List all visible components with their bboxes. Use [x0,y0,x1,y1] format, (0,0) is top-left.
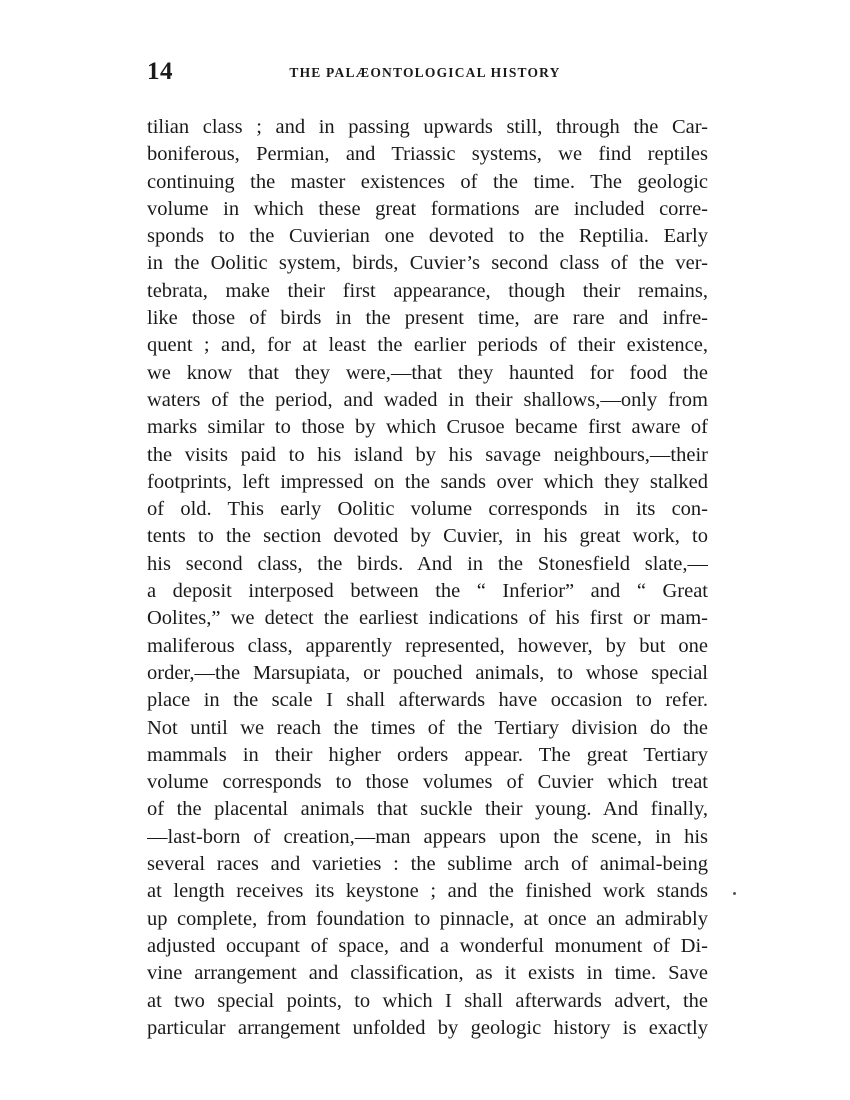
text-line: quent ; and, for at least the earlier periods of their existence, [147,334,708,357]
text-line: at two special points, to which I shall afterwards advert, the [147,989,708,1012]
text-line: place in the scale I shall afterwards have occasion to refer. [147,689,708,712]
text-line: continuing the master existences of the time. The geologic [147,170,708,193]
text-line: we know that they were,—that they haunted for food the [147,361,708,384]
text-line: a deposit interposed between the “ Inferior” and “ Great [147,580,708,603]
text-line: tents to the section devoted by Cuvier, in his great work, to [147,525,708,548]
text-line: volume corresponds to those volumes of Cuvier which treat [147,771,708,794]
text-line: Not until we reach the times of the Tertiary division do the [147,716,708,739]
text-line: of the placental animals that suckle their young. And finally, [147,798,708,821]
text-line: at length receives its keystone ; and the finished work stands [147,880,708,903]
text-line: in the Oolitic system, birds, Cuvier’s second class of the ver- [147,252,708,275]
text-line: Oolites,” we detect the earliest indications of his first or mam- [147,607,708,630]
text-line: waters of the period, and waded in their shallows,—only from [147,388,708,411]
text-line: his second class, the birds. And in the Stonesfield slate,— [147,552,708,575]
running-head: THE PALÆONTOLOGICAL HISTORY [289,65,561,80]
text-line: footprints, left impressed on the sands over which they stalked [147,470,708,493]
text-line: vine arrangement and classification, as it exists in time. Save [147,962,708,985]
text-line: —last-born of creation,—man appears upon the scene, in his [147,825,708,848]
text-line: up complete, from foundation to pinnacle, at once an admirably [147,907,708,930]
text-line: like those of birds in the present time, are rare and infre- [147,307,708,330]
text-line: mammals in their higher orders appear. The great Tertiary [147,743,708,766]
text-line: of old. This early Oolitic volume corresponds in its con- [147,498,708,521]
text-line: particular arrangement unfolded by geologic history is exactly [147,1016,708,1039]
text-line: sponds to the Cuvierian one devoted to the Reptilia. Early [147,225,708,248]
text-line: several races and varieties : the sublime arch of animal-being [147,853,708,876]
text-line: maliferous class, apparently represented, however, by but one [147,634,708,657]
text-line: adjusted occupant of space, and a wonderful monument of Di- [147,934,708,957]
text-line: marks similar to those by which Crusoe became first aware of [147,416,708,439]
text-line: the visits paid to his island by his savage neighbours,—their [147,443,708,466]
text-line: volume in which these great formations are included corre- [147,197,708,220]
stray-ink-mark [733,892,736,895]
text-line: boniferous, Permian, and Triassic systems, we find reptiles [147,143,708,166]
text-line: tebrata, make their first appearance, though their remains, [147,279,708,302]
page-number: 14 [147,58,173,85]
body-text [147,114,708,1042]
text-line: order,—the Marsupiata, or pouched animals, to whose special [147,661,708,684]
text-line: tilian class ; and in passing upwards still, through the Car- [147,116,708,138]
